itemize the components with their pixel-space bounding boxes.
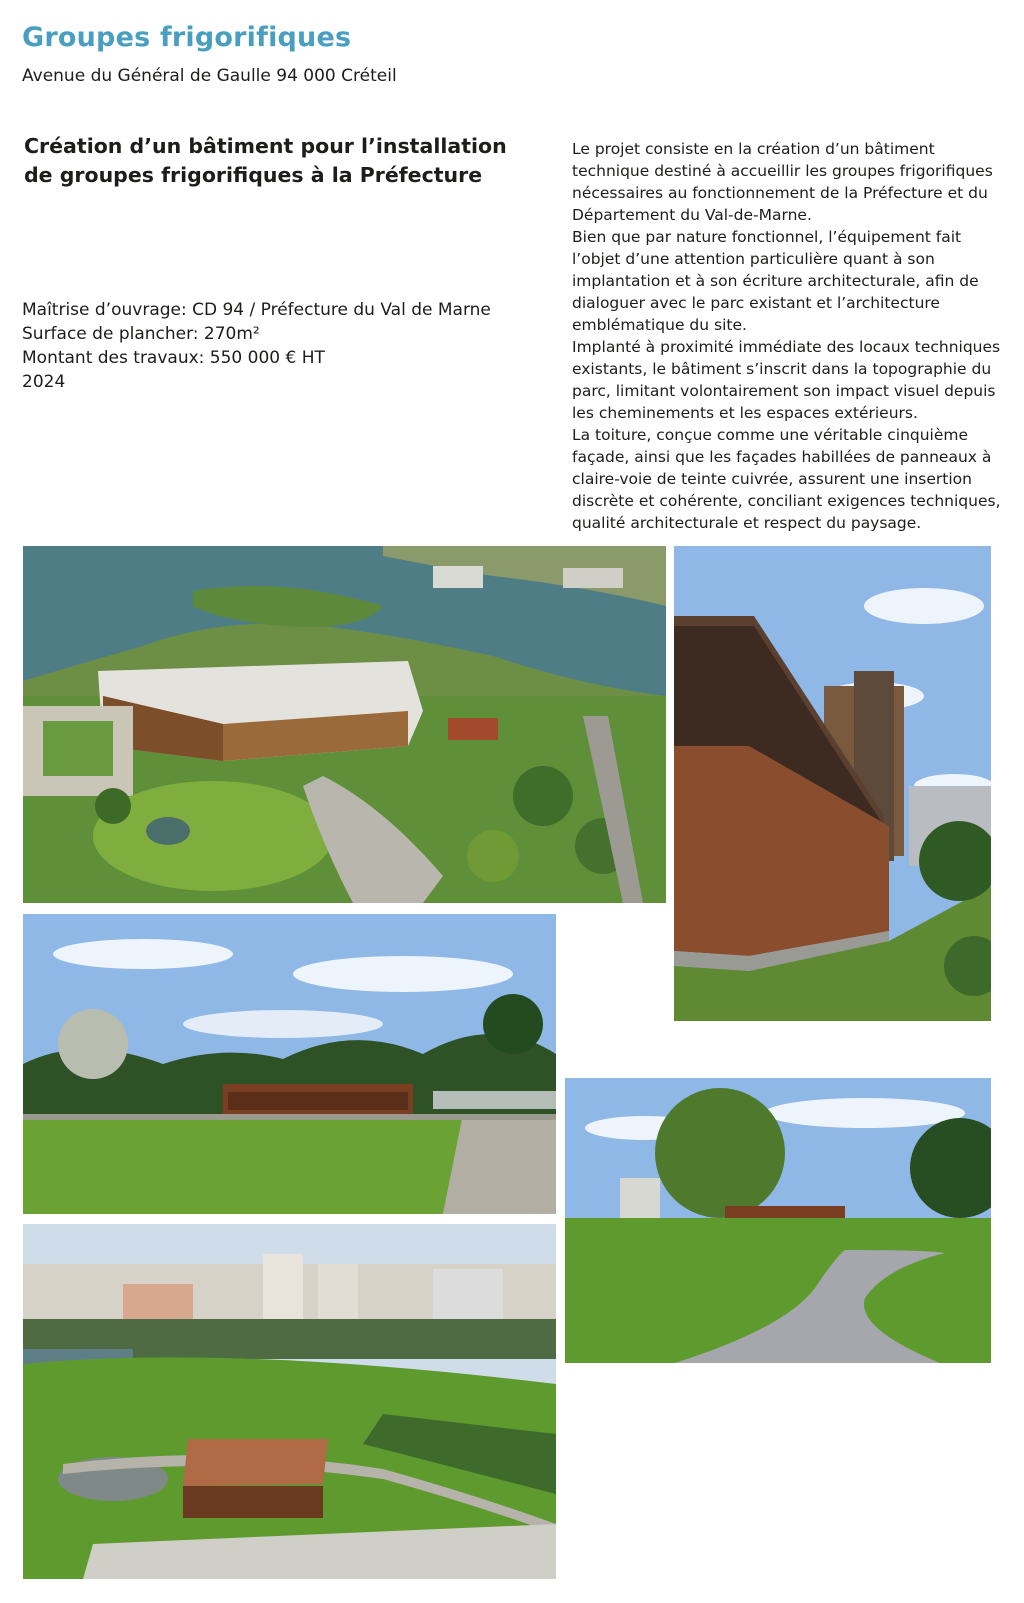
project-facts	[22, 298, 491, 394]
project-heading-line-2: de groupes frigorifiques à la Préfecture	[24, 163, 483, 187]
description-paragraph-2: Bien que par nature fonctionnel, l’équipement fait l’objet d’une attention particulière quant à son implantation et à son écriture architecturale, afin de dialoguer avec le parc existant et l’architecture emblématique du site.	[572, 228, 979, 334]
project-description	[572, 138, 1012, 534]
aerial-photo	[23, 546, 666, 903]
pathway-photo	[565, 1078, 991, 1363]
description-paragraph-4: La toiture, conçue comme une véritable cinquième façade, ainsi que les façades habillées de panneaux à claire-voie de teinte cuivrée, assurent une insertion discrète et cohérente, conciliant exigences techniques, qualité architecturale et respect du paysage.	[572, 426, 1001, 532]
fact-client: Maîtrise d’ouvrage: CD 94 / Préfecture du Val de Marne	[22, 300, 491, 320]
project-address: Avenue du Général de Gaulle 94 000 Créteil	[22, 66, 397, 86]
project-heading-line-1: Création d’un bâtiment pour l’installation	[24, 134, 507, 158]
fact-floor-area: Surface de plancher: 270m²	[22, 324, 260, 344]
fact-year: 2024	[22, 372, 66, 392]
page-title: Groupes frigorifiques	[22, 22, 352, 53]
description-paragraph-3: Implanté à proximité immédiate des locaux techniques existants, le bâtiment s’inscrit dans la topographie du parc, limitant volontairement son impact visuel depuis les cheminements et les espaces extérieurs.	[572, 338, 1001, 422]
facade-photo	[674, 546, 991, 1021]
description-paragraph-1: Le projet consiste en la création d’un bâtiment technique destiné à accueillir les groupes frigorifiques nécessaires au fonctionnement de la Préfecture et du Département du Val-de-Marne.	[572, 140, 993, 224]
landscape-photo	[23, 914, 556, 1214]
project-heading	[24, 132, 524, 190]
fact-budget: Montant des travaux: 550 000 € HT	[22, 348, 325, 368]
rooftop-photo	[23, 1224, 556, 1579]
